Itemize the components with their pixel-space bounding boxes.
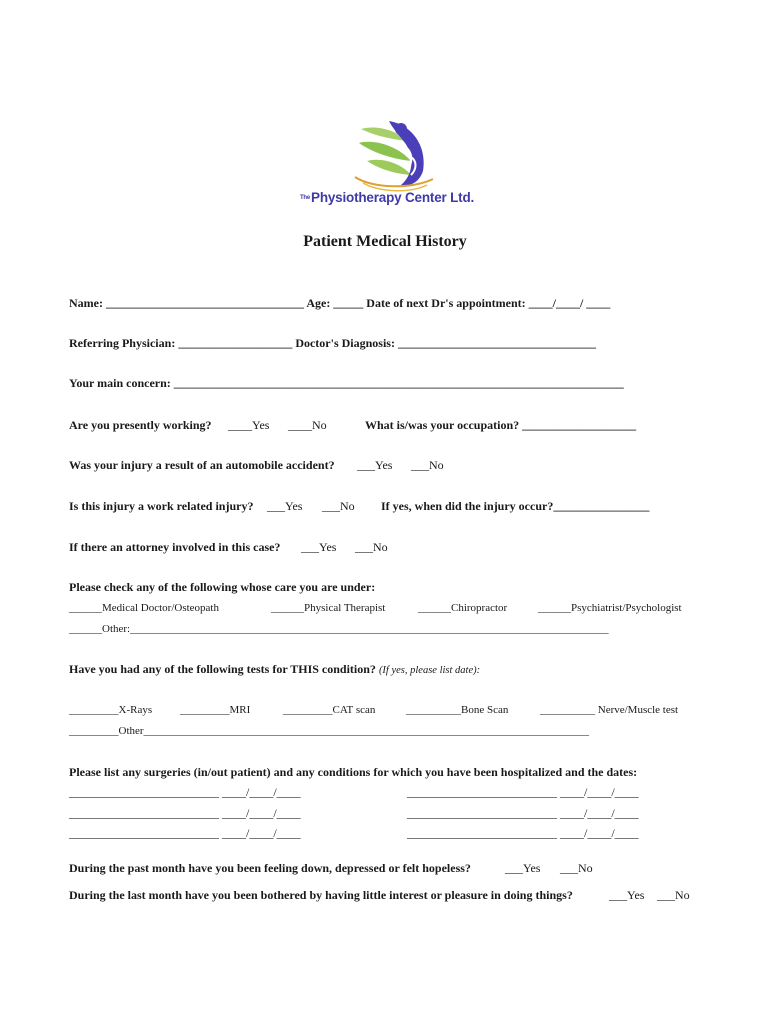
care-medical-doctor-option[interactable]: ______Medical Doctor/Osteopath (69, 602, 219, 614)
work-injury-no-option[interactable]: ___No (322, 499, 355, 513)
work-injury-yes-option[interactable]: ___Yes (267, 499, 303, 513)
surgery-entry-line[interactable]: _________________________ ____/____/____ (407, 826, 639, 840)
physician-diagnosis-line: Referring Physician: ___________________ Doctor's Diagnosis: _________________________________ (69, 336, 596, 350)
test-bone-scan-option[interactable]: __________Bone Scan (406, 704, 509, 716)
interest-no-option[interactable]: ___No (657, 888, 690, 902)
test-mri-option[interactable]: _________MRI (180, 704, 251, 716)
attorney-no-option[interactable]: ___No (355, 540, 388, 554)
surgery-entry-line[interactable]: _________________________ ____/____/____ (407, 806, 639, 820)
hopeless-yes-option[interactable]: ___Yes (505, 861, 541, 875)
occupation-line: What is/was your occupation? ___________________ (365, 418, 637, 432)
care-psychiatrist-option[interactable]: ______Psychiatrist/Psychologist (538, 602, 682, 614)
hopeless-question: During the past month have you been feeling down, depressed or felt hopeless? (69, 861, 471, 875)
work-injury-question: Is this injury a work related injury? (69, 499, 254, 513)
surgery-entry-line[interactable]: _________________________ ____/____/____ (69, 826, 301, 840)
attorney-question: If there an attorney involved in this case? (69, 540, 281, 554)
page-title: Patient Medical History (303, 233, 467, 250)
care-physical-therapist-option[interactable]: ______Physical Therapist (271, 602, 386, 614)
interest-question: During the last month have you been bothered by having little interest or pleasure in doing things? (69, 888, 573, 902)
clinic-logo (293, 117, 481, 207)
attorney-yes-option[interactable]: ___Yes (301, 540, 337, 554)
auto-accident-yes-option[interactable]: ___Yes (357, 458, 393, 472)
clinic-name: $^{The}$Physiotherapy Center Ltd. (299, 190, 475, 205)
test-nerve-muscle-option[interactable]: __________ Nerve/Muscle test (540, 704, 679, 716)
auto-accident-question: Was your injury a result of an automobile accident? (69, 458, 335, 472)
main-concern-line: Your main concern: ___________________________________________________________________________ (69, 376, 624, 390)
care-other-line[interactable]: ______Other:_______________________________________________________________________________________ (69, 623, 609, 635)
hopeless-no-option[interactable]: ___No (560, 861, 593, 875)
injury-date-line: If yes, when did the injury occur?________________ (381, 499, 650, 513)
name-age-appointment-line: Name: _________________________________ Age: _____ Date of next Dr's appointment: ____/____/ ____ (69, 296, 611, 310)
care-chiropractor-option[interactable]: ______Chiropractor (418, 602, 508, 614)
working-yes-option[interactable]: ____Yes (228, 418, 270, 432)
surgery-entry-line[interactable]: _________________________ ____/____/____ (69, 785, 301, 799)
test-xray-option[interactable]: _________X-Rays (69, 704, 153, 716)
test-cat-scan-option[interactable]: _________CAT scan (283, 704, 376, 716)
interest-yes-option[interactable]: ___Yes (609, 888, 645, 902)
care-providers-heading: Please check any of the following whose care you are under: (69, 580, 376, 594)
surgery-entry-line[interactable]: _________________________ ____/____/____ (407, 785, 639, 799)
auto-accident-no-option[interactable]: ___No (411, 458, 444, 472)
tests-heading: Have you had any of the following tests for THIS condition? (If yes, please list date): (69, 662, 481, 676)
working-question: Are you presently working? (69, 418, 212, 432)
working-no-option[interactable]: ____No (288, 418, 327, 432)
physiotherapy-figure-icon (293, 117, 481, 197)
surgery-entry-line[interactable]: _________________________ ____/____/____ (69, 806, 301, 820)
test-other-line[interactable]: _________Other_________________________________________________________________________________ (69, 725, 590, 737)
surgeries-heading: Please list any surgeries (in/out patient) and any conditions for which you have been hospitalized and the dates: (69, 765, 638, 779)
